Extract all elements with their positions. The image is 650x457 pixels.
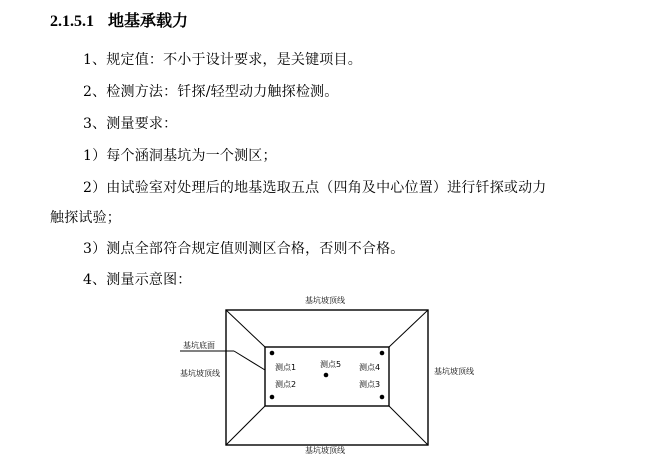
point-2-label: 测点2: [275, 380, 297, 389]
pit-floor-label: 基坑底面: [183, 341, 215, 350]
left-slope-label: 基坑坡顶线: [180, 369, 220, 378]
sub-item-3: 3）测点全部符合规定值则测区合格，否则不合格。: [83, 241, 405, 257]
bottom-slope-label: 基坑坡顶线: [305, 446, 345, 455]
right-slope-label: 基坑坡顶线: [434, 367, 474, 376]
sub-item-2-line-1: 2）由试验室对处理后的地基选取五点（四角及中心位置）进行钎探或动力: [83, 180, 547, 196]
point-3-label: 测点3: [359, 380, 381, 389]
top-slope-label: 基坑坡顶线: [305, 296, 345, 305]
slope-line-top-left: [226, 310, 265, 347]
slope-line-top-right: [389, 310, 428, 347]
point-2-marker: [270, 395, 275, 400]
item-3: 3、测量要求：: [83, 116, 178, 132]
slope-line-bottom-left: [226, 406, 265, 445]
point-1-label: 测点1: [275, 363, 297, 372]
point-3-marker: [380, 395, 385, 400]
point-5-label: 测点5: [320, 360, 342, 369]
point-1-marker: [270, 351, 275, 356]
section-title: 地基承载力: [108, 11, 189, 30]
item-2: 2、检测方法：钎探/轻型动力触探检测。: [83, 84, 339, 100]
point-4-marker: [380, 351, 385, 356]
sub-item-1: 1）每个涵洞基坑为一个测区；: [83, 148, 277, 164]
point-4-label: 测点4: [359, 363, 381, 372]
sub-item-2-line-2: 触探试验；: [50, 210, 121, 226]
item-4: 4、测量示意图：: [83, 272, 192, 288]
point-5-marker: [324, 373, 329, 378]
item-1: 1、规定值：不小于设计要求，是关键项目。: [83, 52, 362, 68]
floor-label-leader: [234, 351, 265, 370]
pit-outer-boundary: [226, 310, 428, 445]
slope-line-bottom-right: [389, 406, 428, 445]
section-number: 2.1.5.1: [50, 13, 94, 30]
